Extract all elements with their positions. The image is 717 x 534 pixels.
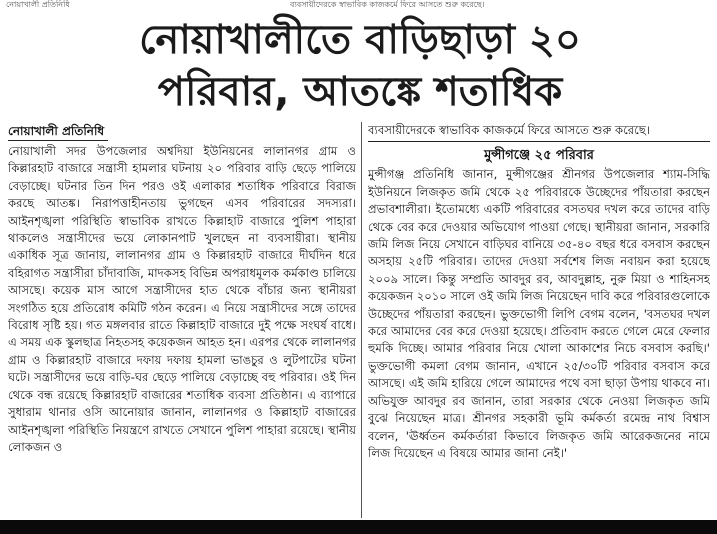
headline-line-1: নোয়াখালীতে বাড়িছাড়া ২০ [139, 17, 581, 63]
right-column [368, 122, 710, 520]
headline [60, 14, 660, 118]
top-strip-left: নোয়াখালী প্রতিনিধি [6, 0, 70, 9]
left-column [8, 122, 356, 520]
continuation-text: ব্যবসায়ীদেরকে স্বাভাবিক কাজকর্মে ফিরে আসতে শুরু করেছে। [368, 123, 651, 137]
headline-line-2: পরিবার, আতঙ্কে শতাধিক [157, 69, 563, 115]
byline: নোয়াখালী প্রতিনিধি [8, 122, 108, 141]
previous-article-strip [0, 0, 717, 10]
right-body-text: মুন্সীগঞ্জ প্রতিনিধি জানান, মুন্সীগঞ্জের শ্রীনগর উপজেলার শ্যাম-সিদ্ধি ইউনিয়নে লিজকৃত জমি থেকে ২৫ পরিবারকে উচ্ছেদের পাঁয়তারা করছেন প্রভাবশালীরা। ইতোমধ্যে একটি পরিবারের বসতঘর দখল করে তাদের বাড়ি থেকে বের করে দেওয়ার অভিযোগ পাওয়া গেছে। স্থানীয়রা জানান, সরকারি জমি লিজ নিয়ে সেখানে বাড়িঘর বানিয়ে ৩৫-৪০ বছর ধরে বসবাস করছেন অসহায় ২৫টি পরিবার। তাদের দেওয়া সর্বশেষ লিজ নবায়ন করা হয়েছে ২০০৯ সালে। কিন্তু সম্প্রতি আবদুর রব, আবদুল্লাহ, নুরু মিয়া ও শাহিনসহ কয়েকজন ২০১০ সালে ওই জমি লিজ নিয়েছেন দাবি করে পরিবারগুলোকে উচ্ছেদের পাঁয়তারা করছেন। ভুক্তভোগী লিপি বেগম বলেন, 'বসতঘর দখল করে আমাদের বের করে দেওয়া হয়েছে। প্রতিবাদ করতে গেলে মেরে ফেলার হুমকি দিচ্ছে। আমার পরিবার নিয়ে খোলা আকাশের নিচে বসবাস করছি।' ভুক্তভোগী কমলা বেগম জানান, এখানে ২৫/৩০টি পরিবার বসবাস করে আসছে। এই জমি হারিয়ে গেলে আমাদের পথে বসা ছাড়া উপায় থাকবে না। অভিযুক্ত আবদুর রব জানান, তারা সরকার থেকে নেওয়া লিজকৃত জমি বুঝে নিয়েছেন মাত্র। শ্রীনগর সহকারী ভূমি কর্মকর্তা রমেন্দ্র নাথ বিশ্বাস বলেন, 'ঊর্ধ্বতন কর্মকর্তারা কিভাবে লিজকৃত জমি আরেকজনের নামে লিজ দিয়েছেন এ বিষয়ে আমার জানা নেই।' [368, 167, 710, 460]
left-body-text: নোয়াখালী সদর উপজেলার অশ্বদিয়া ইউনিয়নের লালানগর গ্রাম ও কিল্লারহাট বাজারে সন্ত্রাসী হামলার ঘটনায় ২০ পরিবার বাড়ি ছেড়ে পালিয়ে বেড়াচ্ছে। ঘটনার তিন দিন পরও ওই এলাকার শতাধিক পরিবারে বিরাজ করছে আতঙ্ক। নিরাপত্তাহীনতায় ভুগছেন এসব পরিবারের সদস্যরা। আইনশৃঙ্খলা পরিস্থিতি স্বাভাবিক রাখতে কিল্লাহাট বাজারে পুলিশ পাহারা থাকলেও সন্ত্রাসীদের ভয়ে লোকানপাট খুলছেন না ব্যবসায়ীরা। স্থানীয় একাধিক সূত্র জানায়, লালানগর গ্রাম ও কিল্লারহাট বাজারে দীর্ঘদিন ধরে বহিরাগত সন্ত্রাসীরা চাঁদাবাজি, মাদকসহ বিভিন্ন অপরাধমূলক কর্মকাণ্ড চালিয়ে আসছে। কয়েক মাস আগে সন্ত্রাসীদের হাত থেকে বাঁচার জন্য স্থানীয়রা সংগঠিত হয়ে প্রতিরোধ কমিটি গঠন করেন। এ নিয়ে সন্ত্রাসীদের সঙ্গে তাদের বিরোধ সৃষ্টি হয়। গত মঙ্গলবার রাতে কিল্লাহাট বাজারে দুই পক্ষে সংঘর্ষ বাধে। এ সময় এক স্কুলছাত্র নিহতসহ কয়েকজন আহত হন। এরপর থেকে লালানগর গ্রাম ও কিল্লারহাট বাজারে দফায় দফায় হামলা ভাঙচুর ও লুটপাটের ঘটনা ঘটে। সন্ত্রাসীদের ভয়ে বাড়ি-ঘর ছেড়ে পালিয়ে বেড়াচ্ছে বহু পরিবার। ওই দিন থেকে বন্ধ রয়েছে কিল্লারহাট বাজারের শতাধিক ব্যবসা প্রতিষ্ঠান। এ ব্যাপারে সুধারাম থানার ওসি আনোয়ার জানান, লালানগর ও কিল্লাহাট বাজারের আইনশৃঙ্খলা পরিস্থিতি নিয়ন্ত্রণে রাখতে সেখানে পুলিশ পাহারা রয়েছে। স্থানীয় লোকজন ও [8, 144, 356, 454]
section-rule [368, 141, 710, 142]
column-divider [361, 122, 362, 518]
bottom-black-bar [0, 520, 717, 534]
top-strip-right: ব্যবসায়ীদেরকে স্বাভাবিক কাজকর্মে ফিরে আসতে শুরু করেছে। [290, 0, 485, 9]
subheading: মুন্সীগঞ্জে ২৫ পরিবার [484, 148, 594, 164]
